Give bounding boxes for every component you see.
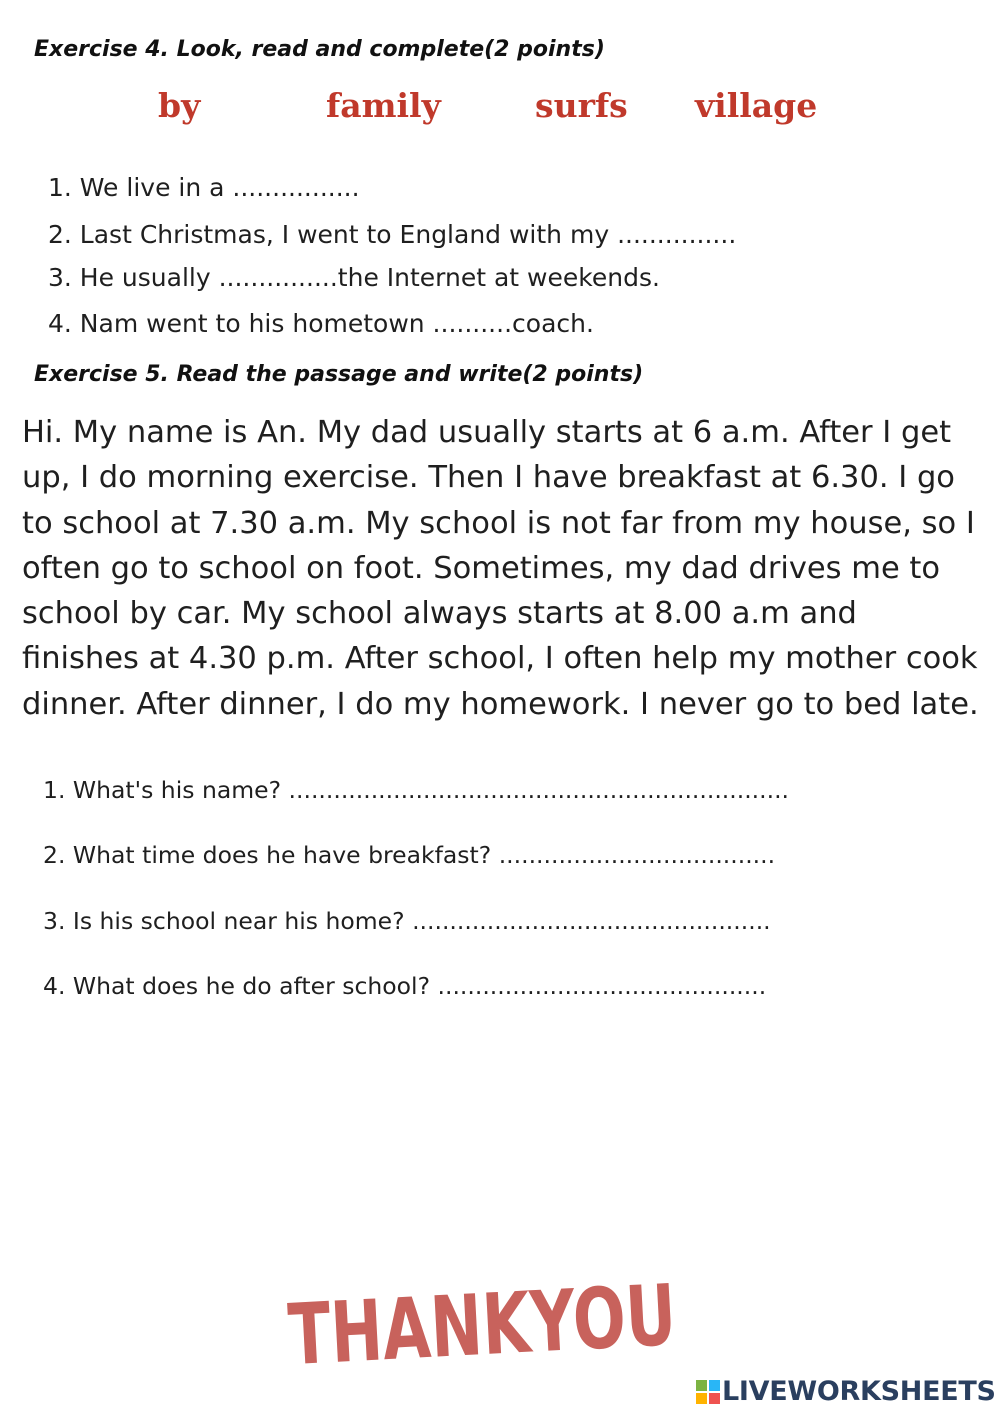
exercise-4-item-3: 3. He usually ...............the Internet at weekends. bbox=[48, 263, 660, 292]
word-bank-village: village bbox=[695, 86, 818, 125]
word-bank-by: by bbox=[158, 86, 201, 125]
exercise-4-item-1: 1. We live in a ................ bbox=[48, 173, 360, 202]
exercise-4-item-2: 2. Last Christmas, I went to England with my ............... bbox=[48, 220, 737, 249]
word-bank-surfs: surfs bbox=[535, 86, 628, 125]
exercise-5-question-4: 4. What does he do after school? ............................................ bbox=[43, 972, 767, 1000]
liveworksheets-logo bbox=[696, 1376, 996, 1407]
exercise-5-question-2: 2. What time does he have breakfast? ..................................... bbox=[43, 841, 776, 869]
exercise-4-title: Exercise 4. Look, read and complete(2 points) bbox=[34, 37, 605, 62]
word-bank-family: family bbox=[326, 86, 441, 125]
thank-you-lettering bbox=[283, 1258, 816, 1385]
exercise-4-item-4: 4. Nam went to his hometown ..........coach. bbox=[48, 309, 594, 338]
exercise-5-question-3: 3. Is his school near his home? ................................................ bbox=[43, 907, 771, 935]
exercise-5-title: Exercise 5. Read the passage and write(2 points) bbox=[34, 362, 644, 387]
reading-passage: Hi. My name is An. My dad usually starts at 6 a.m. After I get up, I do morning exercise. Then I have breakfast at 6.30. I go to school at 7.30 a.m. My school is not far from my house, so I often go to school on foot. Sometimes, my dad drives me to school by car. My school always starts at 8.00 a.m and finishes at 4.30 p.m. After school, I often help my mother cook dinner. After dinner, I do my homework. I never go to bed late. bbox=[22, 415, 979, 722]
exercise-5-question-1: 1. What's his name? ................................................................... bbox=[43, 776, 790, 804]
liveworksheets-logo-icon bbox=[696, 1380, 720, 1404]
liveworksheets-logo-text: LIVEWORKSHEETS bbox=[722, 1376, 996, 1407]
thank-you-text: THANKYOU bbox=[285, 1258, 816, 1385]
